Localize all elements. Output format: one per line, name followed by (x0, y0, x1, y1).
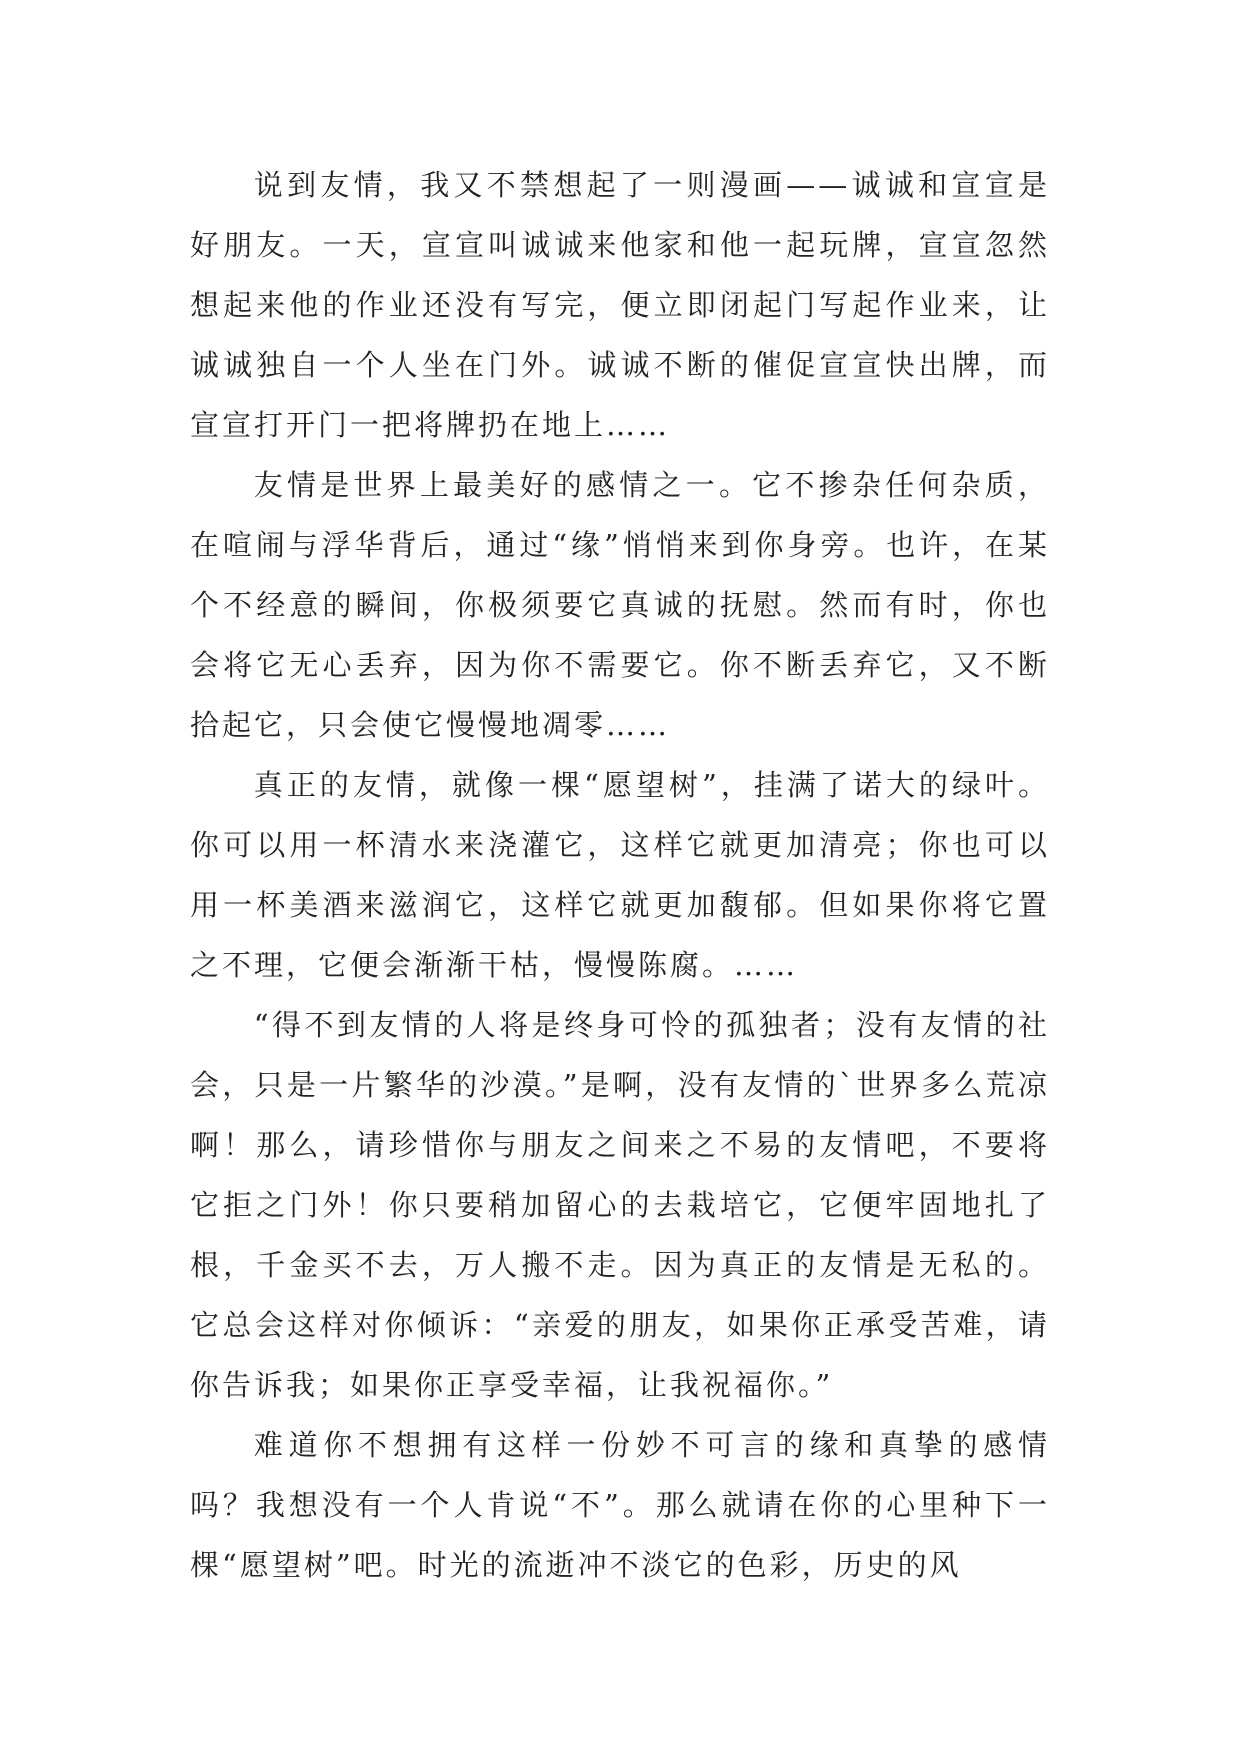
paragraph-1: 说到友情，我又不禁想起了一则漫画——诚诚和宣宣是好朋友。一天，宣宣叫诚诚来他家和他一起玩牌，宣宣忽然想起来他的作业还没有写完，便立即闭起门写起作业来，让诚诚独自一个人坐在门外。诚诚不断的催促宣宣快出牌，而宣宣打开门一把将牌扔在地上…… (190, 168, 1050, 442)
paragraph-5: 难道你不想拥有这样一份妙不可言的缘和真挚的感情吗？我想没有一个人肯说“不”。那么就请在你的心里种下一棵“愿望树”吧。时光的流逝冲不淡它的色彩，历史的风 (190, 1428, 1050, 1582)
paragraph-2: 友情是世界上最美好的感情之一。它不掺杂任何杂质，在喧闹与浮华背后，通过“缘”悄悄来到你身旁。也许，在某个不经意的瞬间，你极须要它真诚的抚慰。然而有时，你也会将它无心丢弃，因为你不需要它。你不断丢弃它，又不断拾起它，只会使它慢慢地凋零…… (190, 468, 1050, 742)
paragraph-4: “得不到友情的人将是终身可怜的孤独者；没有友情的社会，只是一片繁华的沙漠。”是啊，没有友情的`世界多么荒凉啊！那么，请珍惜你与朋友之间来之不易的友情吧，不要将它拒之门外！你只要稍加留心的去栽培它，它便牢固地扎了根，千金买不去，万人搬不走。因为真正的友情是无私的。它总会这样对你倾诉：“亲爱的朋友，如果你正承受苦难，请你告诉我；如果你正享受幸福，让我祝福你。” (190, 1008, 1050, 1402)
essay-body (190, 155, 1050, 1595)
paragraph-3: 真正的友情，就像一棵“愿望树”，挂满了诺大的绿叶。你可以用一杯清水来浇灌它，这样它就更加清亮；你也可以用一杯美酒来滋润它，这样它就更加馥郁。但如果你将它置之不理，它便会渐渐干枯，慢慢陈腐。…… (190, 768, 1050, 982)
